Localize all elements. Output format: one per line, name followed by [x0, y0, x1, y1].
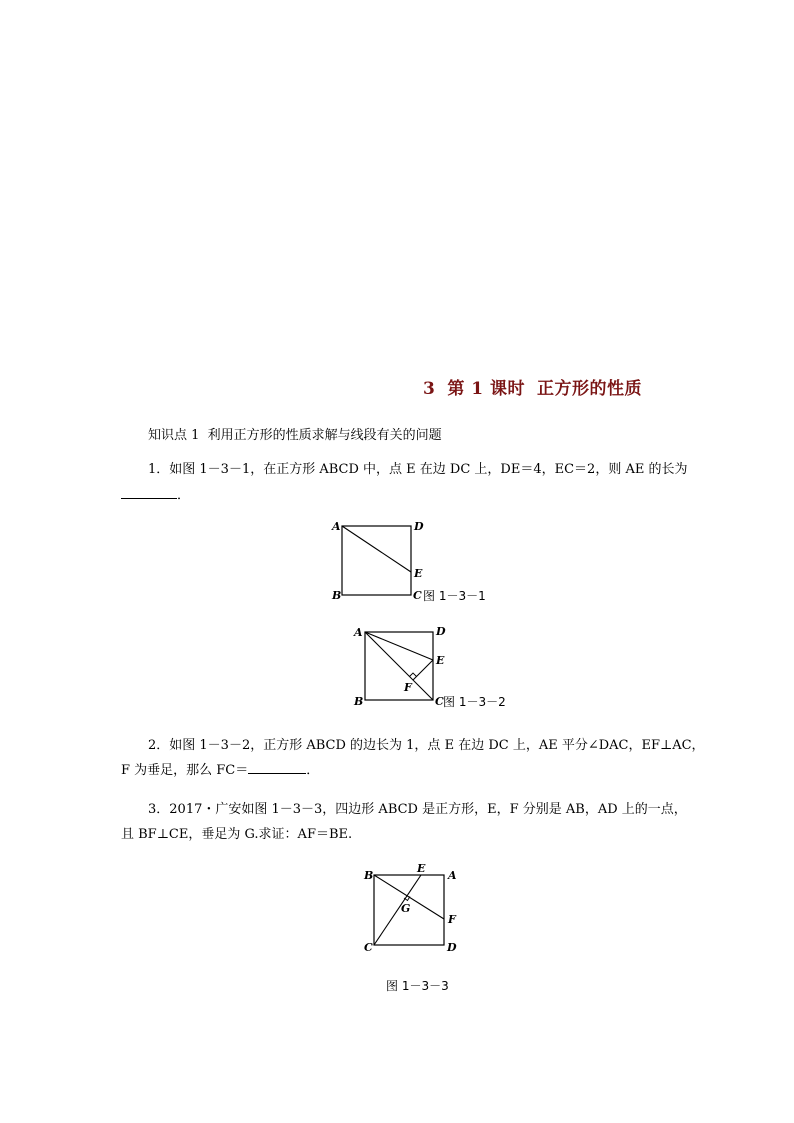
- caption-1-3-2: 图 1－3－2: [443, 695, 506, 709]
- problem-1-end: ．: [177, 488, 191, 503]
- figure-1-3-1: [328, 515, 438, 605]
- label-a: A: [332, 520, 341, 533]
- label-a: A: [354, 626, 363, 639]
- label-d: D: [447, 941, 457, 954]
- problem-3-line-1: 3．2017・广安如图 1－3－3，四边形 ABCD 是正方形，E，F 分别是 AB，AD 上的一点，: [148, 802, 687, 817]
- label-d: D: [436, 625, 446, 638]
- lesson-title: [423, 374, 642, 399]
- figure-1-3-2: [350, 621, 450, 711]
- problem-2-end: ．: [306, 763, 320, 778]
- title-topic: 正方形的性质: [537, 379, 643, 399]
- problem-2-line-2: [121, 758, 319, 784]
- label-c: C: [413, 589, 422, 602]
- title-number: 3: [423, 379, 436, 399]
- caption-1-3-3: 图 1－3－3: [386, 979, 449, 993]
- problem-3-line-2: 且 BF⊥CE，垂足为 G.求证：AF＝BE.: [121, 827, 353, 842]
- segment-ce: [374, 875, 421, 945]
- caption-1-3-1: 图 1－3－1: [423, 589, 486, 603]
- label-g: G: [401, 902, 411, 915]
- title-lesson: 第 1 课时: [447, 379, 526, 399]
- problem-2-line-1: 2．如图 1－3－2，正方形 ABCD 的边长为 1，点 E 在边 DC 上，AE 平分∠DAC，EF⊥AC，: [148, 738, 705, 753]
- label-c: C: [364, 941, 373, 954]
- right-angle-mark: [410, 673, 417, 677]
- knowledge-point-text: 利用正方形的性质求解与线段有关的问题: [207, 428, 442, 443]
- segment-ef: [413, 660, 433, 680]
- answer-blank-2[interactable]: [248, 759, 306, 774]
- knowledge-point-label: 知识点 1: [148, 428, 200, 443]
- label-b: B: [332, 589, 342, 602]
- figure-1-3-3: [360, 862, 470, 957]
- segment-ae: [365, 632, 433, 660]
- label-b: B: [364, 869, 374, 882]
- answer-blank-1[interactable]: [121, 484, 177, 499]
- label-d: D: [414, 520, 424, 533]
- label-b: B: [354, 695, 364, 708]
- label-e: E: [436, 654, 445, 667]
- problem-1-line-1: 1．如图 1－3－1，在正方形 ABCD 中，点 E 在边 DC 上，DE＝4，EC＝2，则 AE 的长为: [148, 462, 688, 477]
- problem-1-line-2: [121, 483, 190, 509]
- label-f: F: [404, 681, 412, 694]
- label-c: C: [435, 695, 444, 708]
- diagonal-ac: [365, 632, 433, 700]
- square-abcd: [342, 526, 411, 595]
- label-a: A: [448, 869, 457, 882]
- segment-ae: [342, 526, 411, 572]
- label-e: E: [414, 567, 423, 580]
- label-e: E: [417, 862, 426, 875]
- problem-2-prefix: F 为垂足，那么 FC＝: [121, 763, 249, 778]
- label-f: F: [448, 913, 456, 926]
- knowledge-point-heading: [148, 424, 442, 443]
